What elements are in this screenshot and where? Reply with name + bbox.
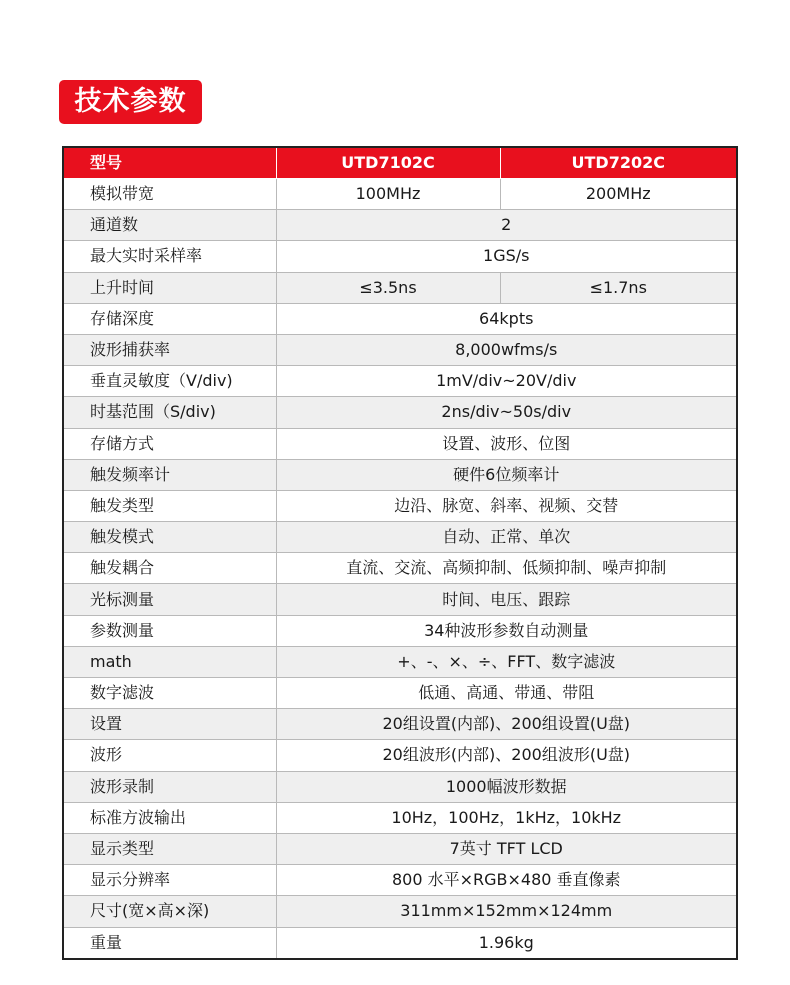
- row-label: 重量: [63, 927, 276, 959]
- row-value: 7英寸 TFT LCD: [276, 833, 737, 864]
- row-label: 垂直灵敏度（V/div): [63, 366, 276, 397]
- row-value: 1mV/div~20V/div: [276, 366, 737, 397]
- row-value: 低通、高通、带通、带阻: [276, 678, 737, 709]
- row-value: 设置、波形、位图: [276, 428, 737, 459]
- table-row: [63, 740, 737, 771]
- row-value: 20组波形(内部)、200组波形(U盘): [276, 740, 737, 771]
- row-value: 1000幅波形数据: [276, 771, 737, 802]
- row-label: 触发类型: [63, 490, 276, 521]
- row-value: 64kpts: [276, 303, 737, 334]
- row-value-model-2: 200MHz: [500, 179, 737, 210]
- row-label: 波形录制: [63, 771, 276, 802]
- table-row: [63, 709, 737, 740]
- table-row: [63, 334, 737, 365]
- row-label: 时基范围（S/div): [63, 397, 276, 428]
- table-row: [63, 179, 737, 210]
- table-row: [63, 303, 737, 334]
- table-row: [63, 584, 737, 615]
- table-row: [63, 771, 737, 802]
- row-label: 设置: [63, 709, 276, 740]
- row-value-model-1: 100MHz: [276, 179, 500, 210]
- table-row: [63, 397, 737, 428]
- row-value: 自动、正常、单次: [276, 522, 737, 553]
- section-title: 技术参数: [59, 80, 202, 124]
- row-label: 触发模式: [63, 522, 276, 553]
- header-model-label: 型号: [63, 147, 276, 179]
- row-label: 存储方式: [63, 428, 276, 459]
- row-value: 10Hz，100Hz，1kHz，10kHz: [276, 802, 737, 833]
- table-row: [63, 802, 737, 833]
- header-model-1: UTD7102C: [276, 147, 500, 179]
- table-row: [63, 833, 737, 864]
- table-row: [63, 210, 737, 241]
- row-label: math: [63, 646, 276, 677]
- table-row: [63, 896, 737, 927]
- row-label: 最大实时采样率: [63, 241, 276, 272]
- row-label: 显示类型: [63, 833, 276, 864]
- row-value: 硬件6位频率计: [276, 459, 737, 490]
- table-row: [63, 428, 737, 459]
- table-row: [63, 865, 737, 896]
- row-value: +、-、×、÷、FFT、数字滤波: [276, 646, 737, 677]
- row-label: 波形: [63, 740, 276, 771]
- row-value: 2: [276, 210, 737, 241]
- row-value: 800 水平×RGB×480 垂直像素: [276, 865, 737, 896]
- spec-table-body: [63, 179, 737, 959]
- row-label: 显示分辨率: [63, 865, 276, 896]
- table-header-row: [63, 147, 737, 179]
- row-value: 边沿、脉宽、斜率、视频、交替: [276, 490, 737, 521]
- row-label: 数字滤波: [63, 678, 276, 709]
- table-row: [63, 241, 737, 272]
- row-value: 1GS/s: [276, 241, 737, 272]
- row-label: 触发频率计: [63, 459, 276, 490]
- row-label: 尺寸(宽×高×深): [63, 896, 276, 927]
- row-label: 标准方波输出: [63, 802, 276, 833]
- row-value: 1.96kg: [276, 927, 737, 959]
- row-value-model-1: ≤3.5ns: [276, 272, 500, 303]
- row-label: 存储深度: [63, 303, 276, 334]
- row-label: 光标测量: [63, 584, 276, 615]
- header-model-2: UTD7202C: [500, 147, 737, 179]
- row-value: 2ns/div~50s/div: [276, 397, 737, 428]
- table-row: [63, 366, 737, 397]
- table-row: [63, 927, 737, 959]
- row-label: 参数测量: [63, 615, 276, 646]
- row-label: 上升时间: [63, 272, 276, 303]
- row-value: 34种波形参数自动测量: [276, 615, 737, 646]
- row-value: 20组设置(内部)、200组设置(U盘): [276, 709, 737, 740]
- table-row: [63, 459, 737, 490]
- row-label: 通道数: [63, 210, 276, 241]
- table-row: [63, 522, 737, 553]
- row-value: 8,000wfms/s: [276, 334, 737, 365]
- row-label: 触发耦合: [63, 553, 276, 584]
- row-value: 直流、交流、高频抑制、低频抑制、噪声抑制: [276, 553, 737, 584]
- table-row: [63, 646, 737, 677]
- table-row: [63, 490, 737, 521]
- row-label: 模拟带宽: [63, 179, 276, 210]
- spec-table: [62, 146, 738, 960]
- row-label: 波形捕获率: [63, 334, 276, 365]
- row-value: 时间、电压、跟踪: [276, 584, 737, 615]
- table-row: [63, 553, 737, 584]
- row-value-model-2: ≤1.7ns: [500, 272, 737, 303]
- table-row: [63, 678, 737, 709]
- table-row: [63, 272, 737, 303]
- row-value: 311mm×152mm×124mm: [276, 896, 737, 927]
- table-row: [63, 615, 737, 646]
